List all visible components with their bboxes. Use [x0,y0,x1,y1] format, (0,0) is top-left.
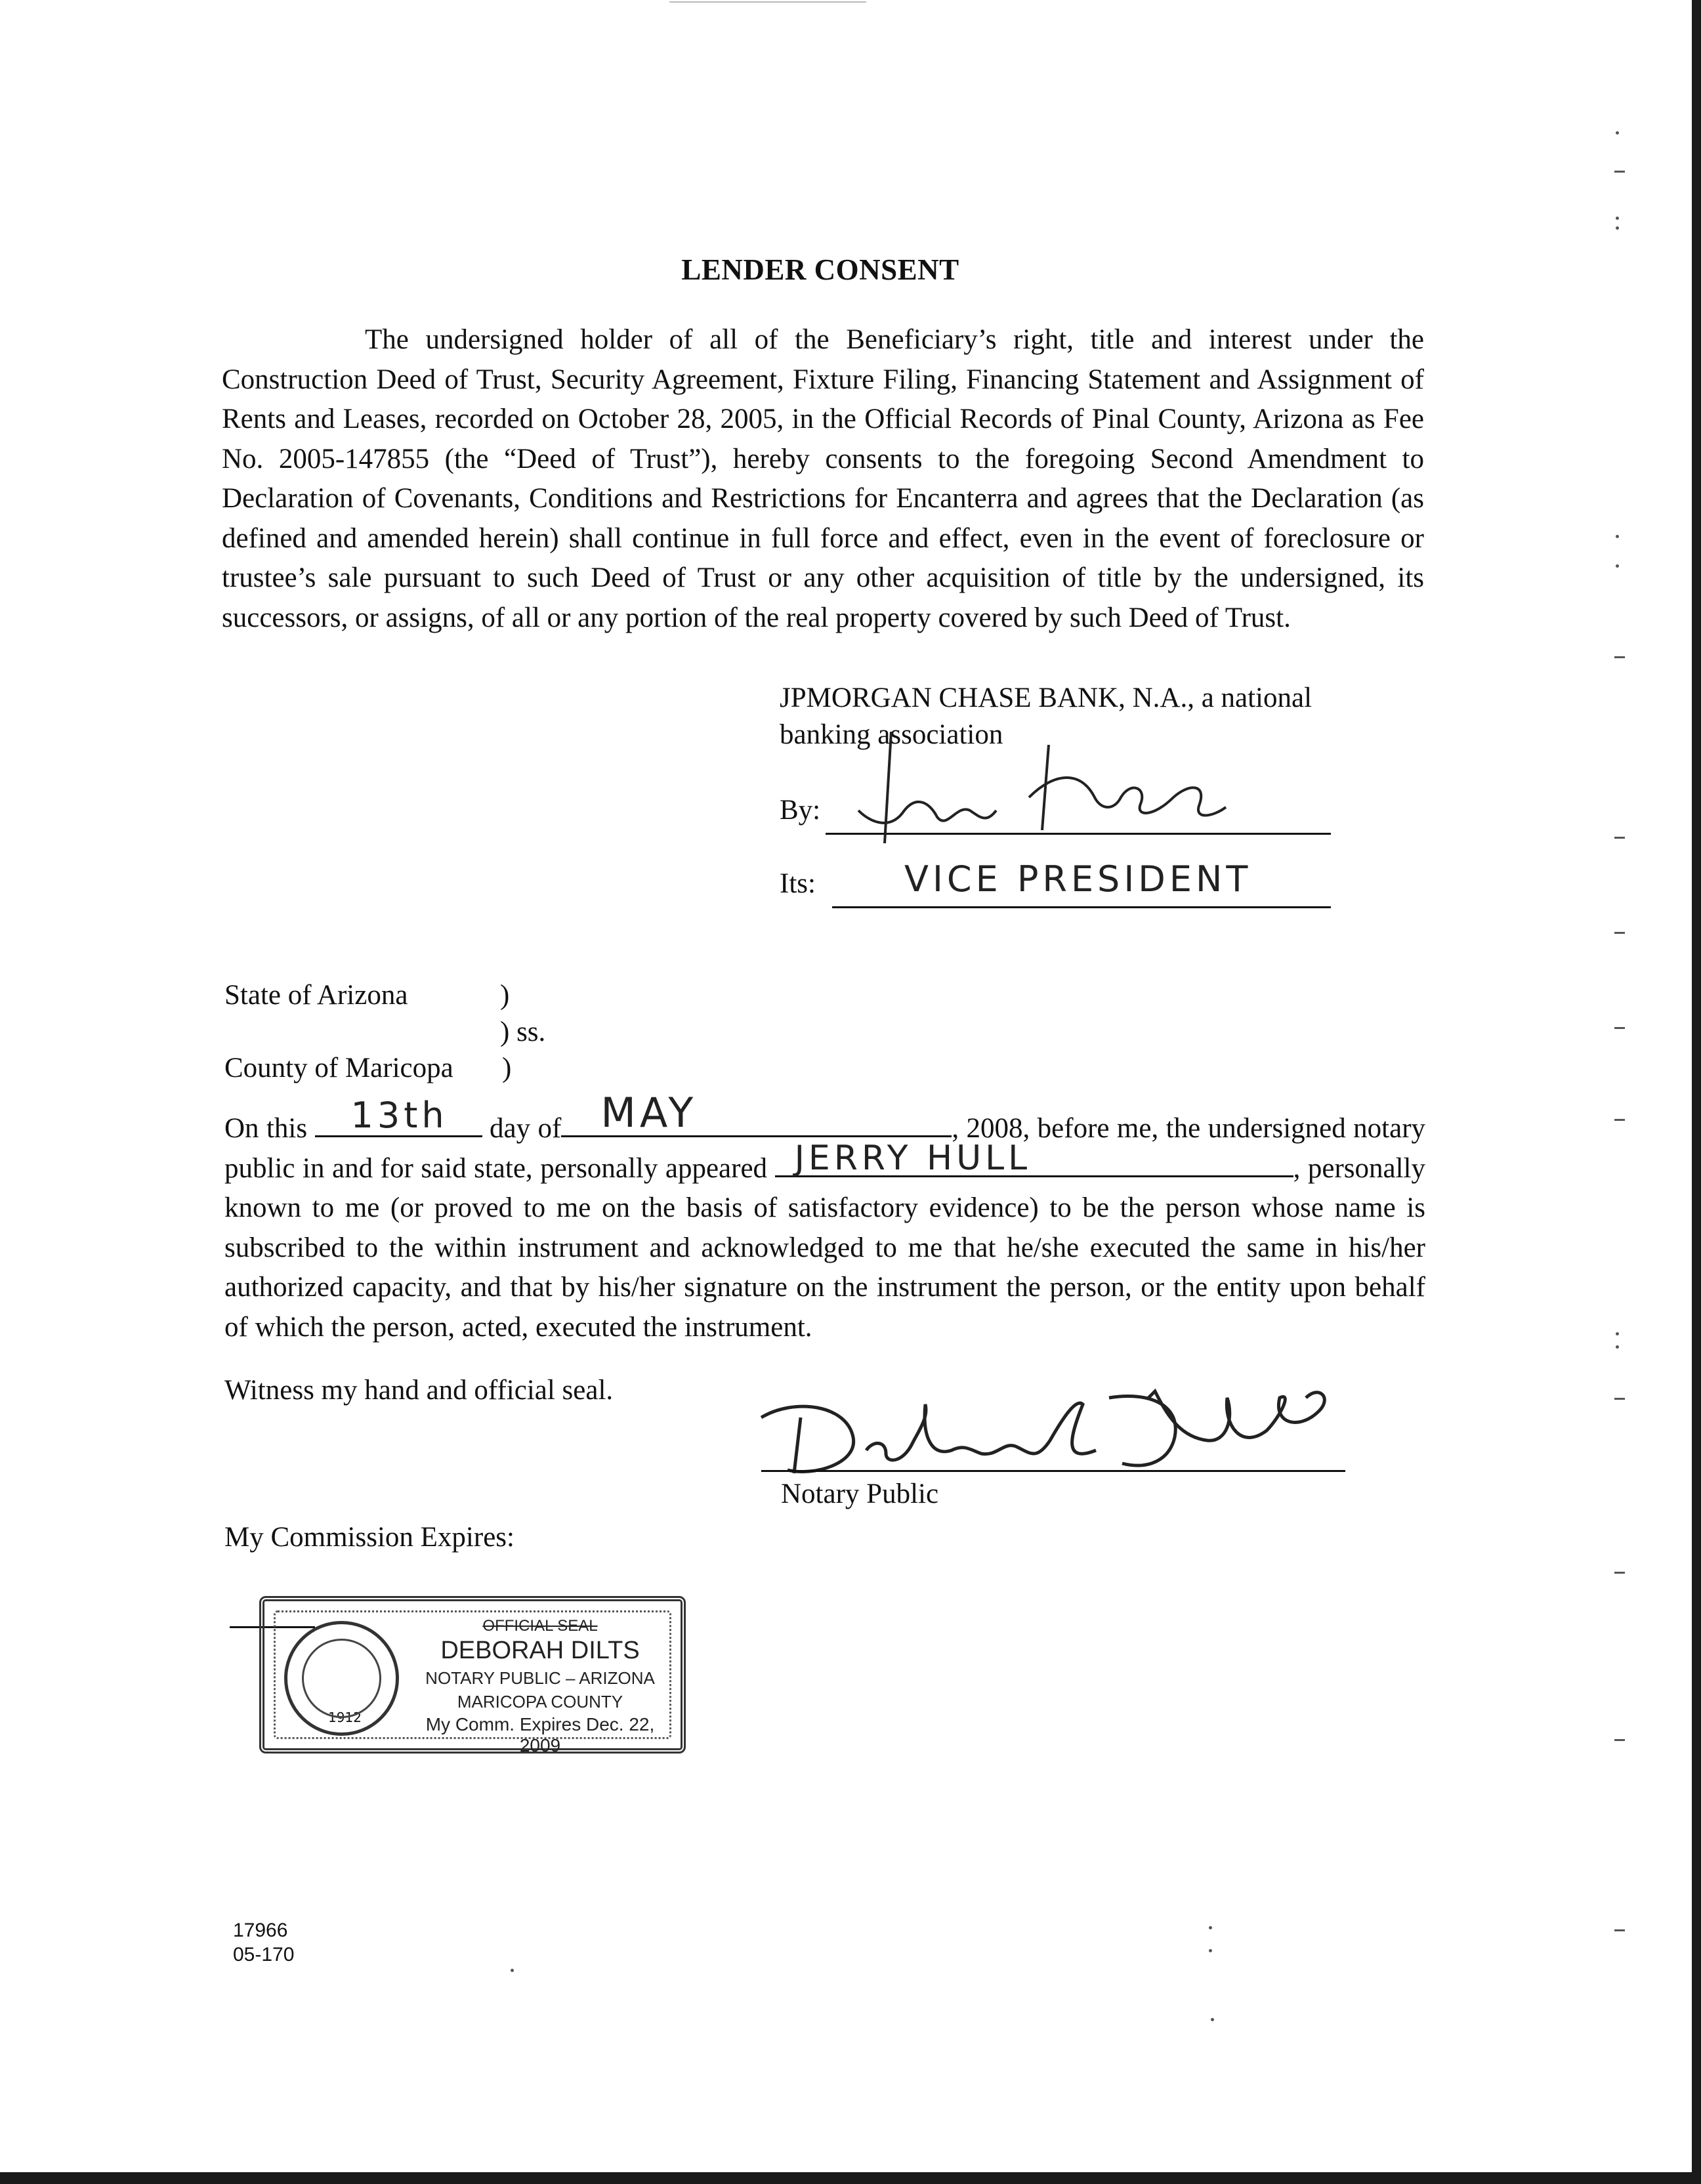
scan-speck [1616,1332,1619,1335]
scan-speck [511,1969,514,1972]
witness-text: Witness my hand and official seal. [224,1375,614,1406]
notary-signature-line [761,1470,1345,1472]
ack-name-value: JERRY HULL [794,1138,1032,1178]
venue-paren-2: ) [502,1053,512,1083]
scan-speck [1616,131,1619,135]
scan-speck [1614,837,1625,839]
scan-speck [1614,656,1625,658]
scan-speck [1209,1926,1212,1929]
ack-year-text: , 2008, before me, the undersigned notary public in and for said state, personally appeared [224,1113,1426,1184]
scan-speck [1616,217,1619,220]
seal-year: 1912 [328,1710,362,1725]
venue-state: State of Arizona [224,980,408,1011]
scan-speck [1614,1572,1625,1574]
its-title-row [780,858,1337,904]
scan-speck [1616,535,1619,538]
notary-label: Notary Public [781,1479,939,1509]
by-signature-row [780,794,1337,831]
scan-speck [1614,1739,1625,1741]
ack-rest-text: , personally known to me (or proved to me on the basis of satisfactory evidence) to be the person whose name is subscribed to the within instrument and acknowledged to me that he/she executed the same in his/her authorized capacity, and that by his/her signature on the instrument the person, or the entity upon behalf of which the person, acted, executed the instrument. [224,1152,1426,1343]
scan-border-bottom [0,2172,1701,2184]
seal-line-1: OFFICIAL SEAL [482,1617,598,1635]
notary-signature [755,1378,1345,1483]
its-title-line [832,906,1331,908]
by-label: By: [780,795,821,826]
lender-name-line1: JPMORGAN CHASE BANK, N.A., a national [780,682,1312,713]
scan-speck [1614,171,1625,173]
notary-seal-stamp [259,1596,686,1754]
ack-day-blank [315,1095,482,1137]
ack-name-blank [775,1138,1293,1178]
its-title-handwritten: VICE PRESIDENT [904,858,1252,900]
venue-paren-1: ) [500,980,510,1011]
scan-top-mark [669,1,866,3]
scan-speck [1616,564,1619,568]
scan-speck [1616,1345,1619,1349]
scan-speck [1211,2018,1214,2021]
signer-signature [832,732,1239,843]
footer-code-1: 17966 [233,1920,288,1941]
its-label: Its: [780,868,816,899]
scan-speck [1614,1119,1625,1121]
acknowledgment-paragraph [224,1089,1426,1347]
seal-line-3: NOTARY PUBLIC – ARIZONA [425,1668,655,1688]
seal-notary-name: DEBORAH DILTS [440,1637,640,1664]
ack-day-of: day of [489,1113,562,1144]
state-seal-emblem [284,1621,399,1736]
document-title: LENDER CONSENT [681,253,959,286]
scan-speck [1614,1027,1625,1029]
ack-day-value: 13th [350,1095,448,1136]
seal-commission-expiry: My Comm. Expires Dec. 22, 2009 [425,1714,655,1755]
scan-speck [1614,932,1625,934]
scan-speck [1209,1949,1212,1952]
scan-speck [1614,1929,1625,1931]
consent-paragraph: The undersigned holder of all of the Beneficiary’s right, title and interest under the Construction Deed of Trust, Security Agreement, Fixture Filing, Financing Statement and Assignment of Rents and Leases, recorded on October 28, 2005, in the Official Records of Pinal County, Arizona as Fee No. 2005-147855 (the “Deed of Trust”), hereby consents to the foregoing Second Amendment to Declaration of Covenants, Conditions and Restrictions for Encanterra and agrees that the Declaration (as defined and amended herein) shall continue in full force and effect, even in the event of foreclosure or trustee’s sale pursuant to such Deed of Trust or any other acquisition of title by the undersigned, its successors, or assigns, of all or any portion of the real property covered by such Deed of Trust. [222,324,1424,633]
ack-month-value: MAY [600,1089,698,1137]
scan-speck [1616,226,1619,230]
scan-border-right [1692,0,1701,2184]
lender-name-line2: banking association [780,719,1003,750]
commission-label: My Commission Expires: [224,1522,514,1553]
footer-code-2: 05-170 [233,1944,295,1965]
venue-ss: ) ss. [500,1017,546,1047]
ack-month-blank [561,1089,952,1137]
seal-line-4: MARICOPA COUNTY [457,1692,623,1712]
scan-speck [1614,1398,1625,1400]
venue-county: County of Maricopa [224,1053,453,1083]
ack-on-this: On this [224,1113,308,1144]
